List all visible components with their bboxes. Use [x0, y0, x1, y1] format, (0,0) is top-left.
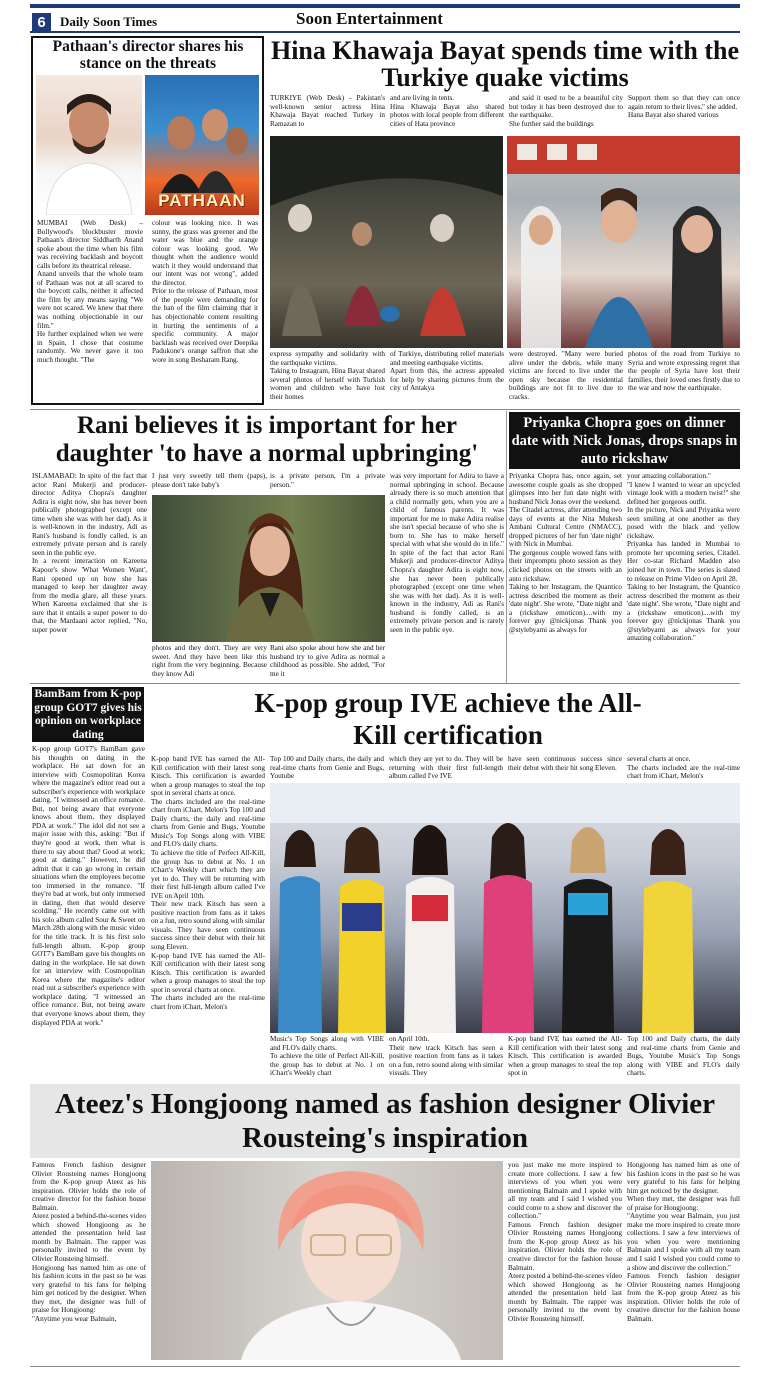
- section-divider-2: [30, 683, 740, 684]
- rani-body-bottom-col2: photos and they don't. They are very sweet. And they have been like this right from the very beginning. Because they know Adi: [152, 644, 267, 678]
- ive-body-bottom-col2: Music's Top Songs along with VIBE and FLO's daily charts. To achieve the title of Perfect All-Kill, the group has to debut at No. 1 on iChart's Weekly chart: [270, 1035, 384, 1078]
- rani-body-bottom-col3: Rani also spoke about how she and her husband try to give Adira as normal a childhood as possible. She added, "For me it: [270, 644, 385, 678]
- column-divider-rani-priyanka: [506, 411, 507, 683]
- bambam-body-col1: K-pop group GOT7's BamBam gave his thoughts on dating in the workplace. He sat down for an interview with Cosmopolitan Korea where the magazine's editor read out a subscriber's experience with workplace dating. "I witnessed an office romance. But, not being aware that everyone knows about them, they displayed PDA at work." The idol did not see a major issue with this, asking: "But if they're good at work, then what is there to say about that? Good at work; good at dating." However, he did admit that it can go wrong in certain situations when the employees become too immersed in the romance. "If they're bad at work, but only immersed in dating, then that would deserve scolding." He recently came out with his solo album called Sour & Sweet on March 28th along with the music video for the title track. It is his first solo full-length album. K-pop group GOT7's BamBam gave his thoughts on dating in the workplace. He sat down for an interview with Cosmopolitan Korea where the magazine's editor read out a subscriber's experience with workplace dating. "I witnessed an office romance. But, not being aware that everyone knows about them, they displayed PDA at work.": [32, 745, 145, 1027]
- priyanka-body-col2: your amazing collaboration." "I knew I wanted to wear an upcycled vintage look with a modern twist!" she defined her gorgeous outfit. In the picture, Nick and Priyanka were seen smiling at one another as they posed with the black and yellow rickshaw. Priyanka has landed in Mumbai to promote her upcoming series, Citadel. Her co-star Richard Madden also joined her in town. The series is slated to release on Prime Video on April 28. Taking to her Instagram, the Quantico actress described the moment as their 'date night'. She wrote, "Date night and a (rickshaw emoticon)....with my forever guy @nickjonas Thank you @stylebyami as always for your amazing collaboration.": [627, 472, 740, 643]
- ive-body-col1: K-pop band IVE has earned the All-Kill certification with their latest song Kitsch. This certification is awarded when a group manages to steal the top spot in several charts at once. The charts included are the real-time chart from iChart, Melon's Top 100 and Daily charts, the daily and real-time charts from Genie and Bugs, Youtube Music's Top Songs along with VIBE and FLO's daily charts. To achieve the title of Perfect All-Kill, the group has to debut at No. 1 on iChart's Weekly chart which they are yet to do. They will be returning with their first full-length album called I've IVE on April 10th. Their new track Kitsch has seen a positive reaction from fans as it takes on a fun, retro sound along with similar visuals. They have seen continuous success since their debut with their hit song Eleven. K-pop band IVE has earned the All-Kill certification with their latest song Kitsch. This certification is awarded when a group manages to steal the top spot in several charts at once. The charts included are the real-time chart from iChart, Melon's: [151, 755, 265, 1011]
- rani-body-top-col3: is a private person, I'm a private person.": [270, 472, 385, 489]
- rani-body-col1: ISLAMABAD: In spite of the fact that actor Rani Mukerji and producer-director Aditya Chopra's daughter Adira is eight now, she has never been publically photographed (except one time when she was with her dad). As it is well-known in the industry, Adi as Rani's husband is fondly called, is an extremely private person and is rarely seen in the public eye. In a recent interaction on Kareena Kapoor's show 'What Women Want', Rani opened up on how she has managed to keep her daughter away from the media glare, all these years. When Kareena exclaimed that she is sure that it entails a super power to do that, the Mardaani actor replied, "No, super power: [32, 472, 147, 634]
- pathaan-poster: [145, 75, 259, 215]
- hina-body-bottom-col1: express sympathy and solidarity with the earthquake victims. Taking to Instagram, Hina Bayat shared several photos of herself with Turkish women and children who have lost their homes: [270, 350, 385, 401]
- page-bottom-rule: [30, 1366, 740, 1367]
- ateez-body-col1: Famous French fashion designer Olivier Rousteing names Hongjoong from the K-pop group Ateez as his inspiration. Olivier holds the role of creative director for the fashion house Balmain. Ateez posted a behind-the-scenes video which showed Hongjoong as he attended the presentation held last month by Balmain. The rapper was personally invited to the event by Olivier Rousteing himself. Hongjoong has named him as one of his fashion icons in the past so he was very grateful to his fans for helping him get noticed by the designer. When they met, the designer was full of praise for Hongjoong: "Anytime you wear Balmain,: [32, 1161, 146, 1323]
- hina-body-top-col3: and said it used to be a beautiful city but today it has been destroyed due to the earthquake. She further said the buildings: [509, 94, 623, 128]
- hina-body-top-col4: Support them so that they can once again return to their lives," she added. Hana Bayat also shared various: [628, 94, 740, 120]
- masthead-rule: [30, 31, 740, 33]
- ive-body-bottom-col4: K-pop band IVE has earned the All-Kill certification with their latest song Kitsch. This certification is awarded when a group manages to steal the top spot in: [508, 1035, 622, 1078]
- pathaan-body-col2: colour was looking nice. It was sunny, the grass was greener and the water was blue and the orange colour was looking good. We thought when the audience would watch it they would understand that our intent was not wrong", added the director. Prior to the release of Pathaan, most of the people were demanding for the ban of the film claiming that it has objectionable content resulting in hurting the sentiments of a specific community. A major backlash was received over Deepika Padukone's orange saffron that she wore in song Besharam Rang.: [152, 219, 258, 364]
- pathaan-body-col1: MUMBAI (Web Desk) – Bollywood's blockbuster movie Pathaan's director Siddharth Anand spoke about the time when his film was receiving backlash and boycott calls before its theatrical release. Anand unveils that the whole team of Pathaan was not at all scared to the boycott calls, neither it affected the film by any means saying "We were not scared. We knew that there was nothing objectionable in our film." He further explained when we were in Spain, I chose that costume randomly. We never gave it too much thought. "The: [37, 219, 143, 364]
- bambam-headline: BamBam from K-pop group GOT7 gives his opinion on workplace dating: [32, 687, 144, 742]
- rani-mukerji-photo: [152, 495, 385, 642]
- hongjoong-photo: [151, 1161, 503, 1360]
- ive-body-top-col2: Top 100 and Daily charts, the daily and real-time charts from Genie and Bugs, Youtube: [270, 755, 384, 781]
- priyanka-headline: Priyanka Chopra goes on dinner date with Nick Jonas, drops snaps in auto rickshaw: [509, 412, 740, 469]
- ateez-body-col2: you just make me more inspired to create more collections. I saw a few interviews of you when you were mentioning Balmain and I spoke with all my team and I said I wished you could come to a show and discover the collection." Famous French fashion designer Olivier Rousteing names Hongjoong from the K-pop group Ateez as his inspiration. Olivier holds the role of creative director for the fashion house Balmain. Ateez posted a behind-the-scenes video which showed Hongjoong as he attended the presentation held last month by Balmain. The rapper was personally invited to the event by Olivier Rousteing himself.: [508, 1161, 622, 1323]
- priyanka-body-col1: Priyanka Chopra has, once again, set awesome couple goals as she dropped glimpses into her fun date night with husband Nick Jonas over the weekend. The Citadel actress, after attending two days of events at the Nita Mukesh Ambani Cultural Centre (NMACC), dropped pictures of her fun 'date night' with Nick in Mumbai. The gorgeous couple wowed fans with their impromptu photo session as they clicked photos on the streets with an auto rickshaw. Taking to her Instagram, the Quantico actress described the moment as their 'date night'. She wrote, "Date night and a (rickshaw emoticon)....with my forever guy @nickjonas Thank you @stylebyami as always for: [509, 472, 622, 634]
- page-number: 6: [32, 13, 51, 32]
- ateez-body-col3: Hongjoong has named him as one of his fashion icons in the past so he was very grateful to his fans for helping him get noticed by the designer. When they met, the designer was full of praise for Hongjoong: "Anytime you wear Balmain, you just make me more inspired to create more collections. I saw a few interviews of you when you were mentioning Balmain and I spoke with all my team and I said I wished you could come to a show and discover the collection." Famous French fashion designer Olivier Rousteing names Hongjoong from the K-pop group Ateez as his inspiration. Olivier holds the role of creative director for the fashion house Balmain.: [627, 1161, 740, 1323]
- siddharth-anand-photo: [36, 75, 142, 215]
- hina-headline: Hina Khawaja Bayat spends time with the Turkiye quake victims: [270, 36, 740, 92]
- ive-headline: K-pop group IVE achieve the All-Kill certification: [254, 688, 642, 750]
- paper-name: Daily Soon Times: [60, 14, 158, 29]
- masthead-top-bar: [30, 4, 740, 8]
- ive-body-bottom-col5: Top 100 and Daily charts, the daily and real-time charts from Genie and Bugs, Youtube Music's Top Songs along with VIBE and FLO's daily charts.: [627, 1035, 740, 1078]
- rani-body-top-col2: I just very sweetly tell them (paps), please don't take baby's: [152, 472, 267, 489]
- pathaan-headline: Pathaan's director shares his stance on the threats: [52, 38, 244, 72]
- hina-body-top-col1: TURKIYE (Web Desk) - Pakistan's well-known senior actress Hina Khawaja Bayat reached Turkey in Ramazan to: [270, 94, 385, 128]
- hina-body-bottom-col4: photos of the road from Turkiye to Syria and wrote expressing regret that the people of Syria have lost their families, their loved ones firstly due to the war and now the earthquake.: [628, 350, 740, 393]
- rani-headline: Rani believes it is important for her daughter 'to have a normal upbringing': [55, 412, 479, 467]
- section-divider-1: [30, 409, 740, 410]
- hina-with-children-photo: [507, 136, 740, 348]
- ive-body-top-col5: several charts at once. The charts included are the real-time chart from iChart, Melon's: [627, 755, 740, 781]
- rani-body-col4: was very important for Adira to have a normal upbringing in school. Because already there is so much attention that a child normally gets, when you are a child of famous parents. It was important for me to make Adira realise she isn't special because of who she is born to. She has to make herself special with what she would do in life." In spite of the fact that actor Rani Mukerji and producer-director Aditya Chopra's daughter Adira is eight now, she has never been publically photographed (except one time when she was with her dad). As it is well-known in the industry, Adi as Rani's husband is fondly called, is an extremely private person and is rarely seen in the public eye.: [390, 472, 504, 634]
- ive-body-bottom-col3: on April 10th. Their new track Kitsch has seen a positive reaction from fans as it takes on a fun, retro sound along with similar visuals. They: [389, 1035, 503, 1078]
- hina-relief-tent-photo: [270, 136, 503, 348]
- hina-body-bottom-col3: were destroyed. "Many were buried alive under the debris, while many victims are forced to live under the open sky because the residential buildings are not fit to live due to cracks.: [509, 350, 623, 401]
- hina-body-top-col2: and are living in tents. Hina Khawaja Bayat also shared photos with local people from different cities of Hata province: [390, 94, 504, 128]
- ateez-headline: Ateez's Hongjoong named as fashion designer Olivier Rousteing's inspiration: [54, 1088, 716, 1154]
- ive-body-top-col3: which they are yet to do. They will be returning with their first full-length album called I've IVE: [389, 755, 503, 781]
- section-title: Soon Entertainment: [296, 9, 443, 28]
- ive-body-top-col4: have seen continuous success since their debut with their hit song Eleven.: [508, 755, 622, 772]
- hina-body-bottom-col2: of Turkiye, distributing relief materials and meeting earthquake victims. Apart from this, the actress appealed for help by sharing pictures from the city of Antakya: [390, 350, 504, 393]
- pathaan-poster-title: PATHAAN: [158, 191, 246, 210]
- ive-group-photo: [270, 783, 740, 1033]
